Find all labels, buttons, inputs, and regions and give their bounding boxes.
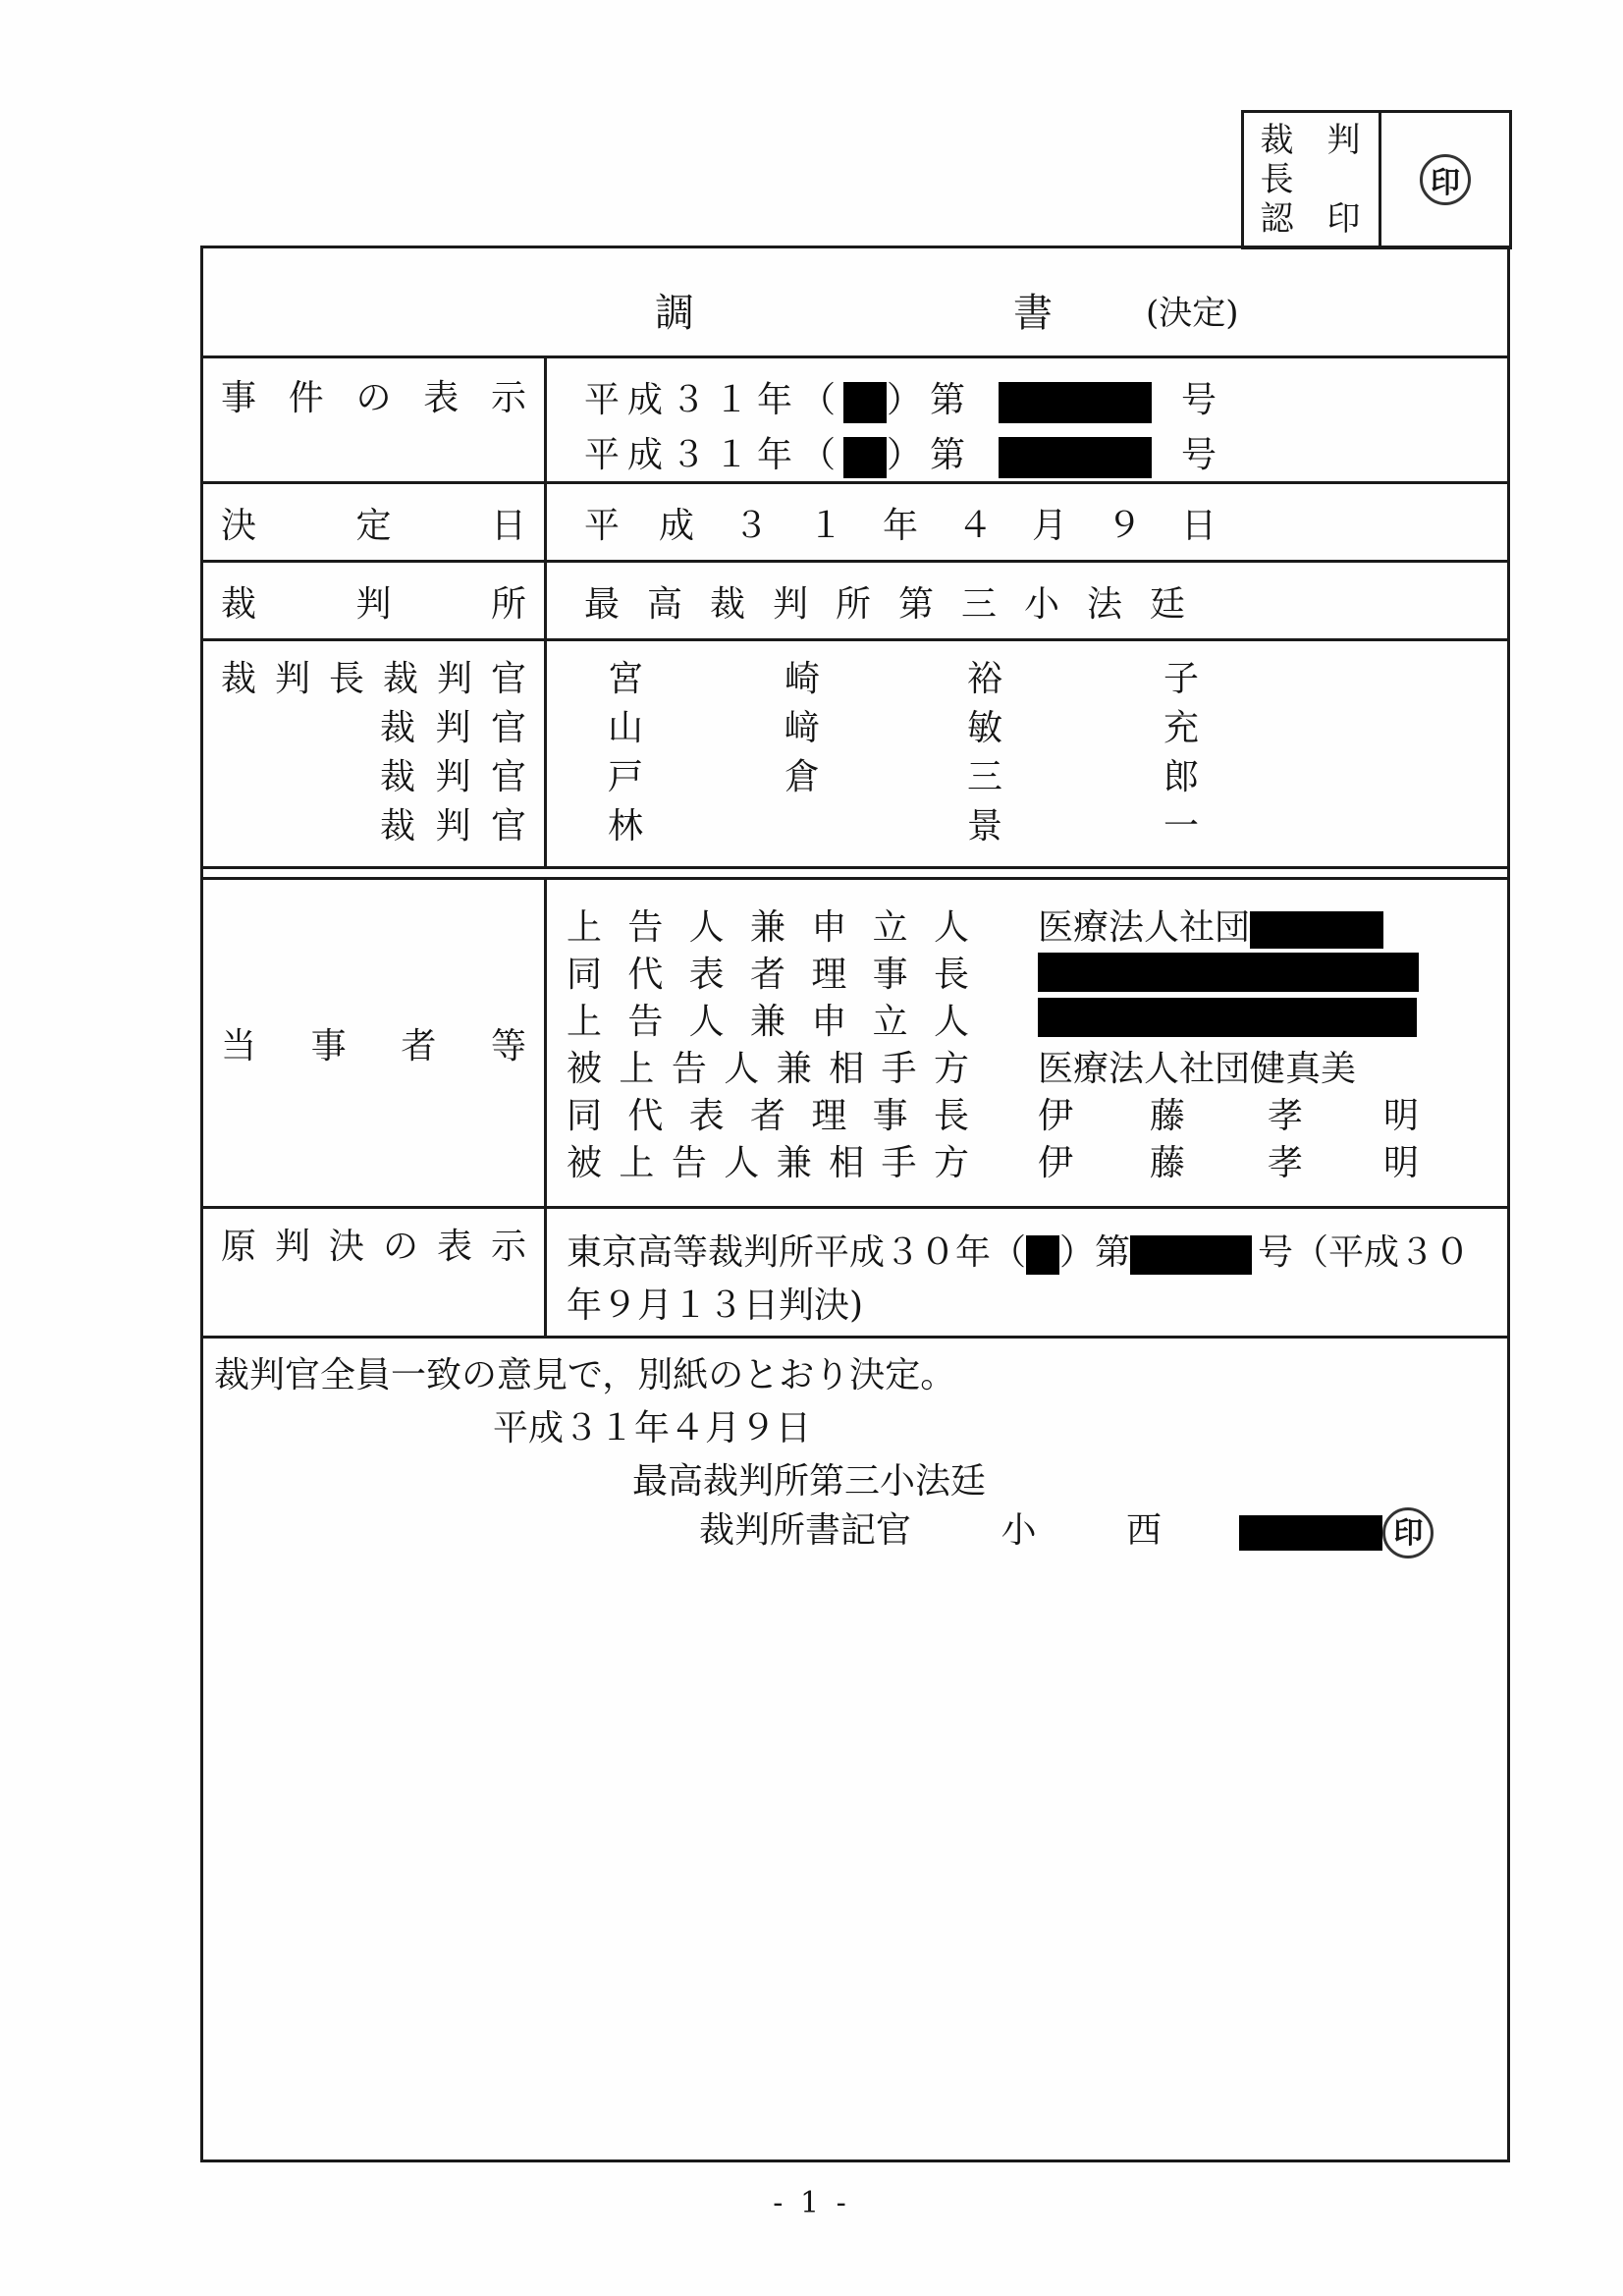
clerk-signature-line xyxy=(699,1503,1434,1558)
judge-name-char: 子 xyxy=(1163,659,1200,699)
judges-label-4: 裁判官 xyxy=(380,806,526,847)
decision-date-row xyxy=(203,484,1507,563)
original-judgment-row xyxy=(203,1209,1507,1339)
case-line2-mid: ）第 xyxy=(887,435,974,475)
clerk-name-1: 小 xyxy=(1001,1510,1037,1551)
seal-icon: 印 xyxy=(1420,154,1471,205)
party-role-3: 上告人兼申立人 xyxy=(567,1002,969,1042)
party-name-char: 藤 xyxy=(1150,1096,1186,1136)
party-name-char: 明 xyxy=(1383,1096,1420,1136)
judges-value-cell xyxy=(547,641,1507,866)
case-line2-prefix: 平成３１年（ xyxy=(584,435,844,475)
party-role-2: 同代表者理事長 xyxy=(567,955,969,995)
original-value-cell xyxy=(547,1209,1507,1336)
original-line1-b: ）第 xyxy=(1059,1232,1131,1273)
case-label: 事件の表示 xyxy=(221,378,526,418)
redaction-box xyxy=(1026,1235,1059,1275)
case-line-2 xyxy=(584,427,1224,478)
judges-label-cell xyxy=(203,641,547,866)
party-name-char: 藤 xyxy=(1150,1143,1186,1183)
party-name-4: 医療法人社団健真美 xyxy=(1038,1049,1357,1089)
party-name-char: 伊 xyxy=(1038,1096,1074,1136)
decision-date-value-cell xyxy=(547,484,1507,560)
party-name-char: 明 xyxy=(1383,1143,1420,1183)
title-sub: (決定) xyxy=(1146,294,1239,333)
judges-row xyxy=(203,641,1507,869)
approval-label-line1: 裁判長 xyxy=(1260,121,1363,199)
party-name-char: 孝 xyxy=(1268,1096,1304,1136)
case-line1-prefix: 平成３１年（ xyxy=(584,380,844,420)
statement-date: 平成３１年４月９日 xyxy=(493,1408,812,1449)
judge-name-char: 敏 xyxy=(967,708,1003,748)
redaction-box xyxy=(843,382,887,423)
title-left: 調 xyxy=(655,291,694,336)
court-label: 裁判所 xyxy=(221,584,526,625)
party-role-4: 被上告人兼相手方 xyxy=(567,1049,969,1089)
record-frame xyxy=(200,246,1510,2162)
judges-label-presiding: 裁判長裁判官 xyxy=(221,659,526,699)
redaction-box xyxy=(1130,1235,1252,1275)
judge-name-char: 三 xyxy=(967,757,1003,797)
approval-label-line2: 認印 xyxy=(1260,199,1363,239)
judge-name-char: 山 xyxy=(608,708,644,748)
original-label: 原判決の表示 xyxy=(221,1227,526,1267)
original-label-cell xyxy=(203,1209,547,1336)
court-value: 最高裁判所第三小法廷 xyxy=(584,584,1214,625)
case-line1-suffix: 号 xyxy=(1181,380,1225,420)
redaction-box xyxy=(1250,911,1383,949)
original-line1-c: 号（平成３０ xyxy=(1258,1232,1471,1273)
approval-label xyxy=(1244,113,1381,246)
case-row xyxy=(203,358,1507,484)
party-role-1: 上告人兼申立人 xyxy=(567,907,969,948)
redaction-box xyxy=(1038,953,1419,992)
case-value-cell xyxy=(547,358,1507,481)
approval-seal-cell xyxy=(1381,113,1509,246)
clerk-name-2: 西 xyxy=(1125,1510,1162,1551)
party-name-char: 伊 xyxy=(1038,1143,1074,1183)
seal-icon: 印 xyxy=(1382,1507,1434,1558)
judge-name-char: 景 xyxy=(967,806,1003,847)
original-line-2: 年９月１３日判決) xyxy=(567,1285,864,1326)
page-number: - 1 - xyxy=(773,2186,850,2220)
original-line1-a: 東京高等裁判所平成３０年（ xyxy=(567,1232,1027,1273)
judge-name-char: 一 xyxy=(1163,806,1200,847)
judge-name-char: 宮 xyxy=(608,659,644,699)
judge-name-char: 裕 xyxy=(967,659,1003,699)
redaction-box xyxy=(1239,1515,1382,1551)
original-line-1 xyxy=(567,1225,1470,1275)
case-label-cell xyxy=(203,358,547,481)
case-line-1 xyxy=(584,372,1224,423)
case-line1-mid: ）第 xyxy=(887,380,974,420)
redaction-box xyxy=(999,382,1152,423)
judges-label-3: 裁判官 xyxy=(380,757,526,797)
parties-value-cell xyxy=(547,880,1507,1206)
judge-name-char: 崎 xyxy=(784,659,821,699)
judge-name-char: 﨑 xyxy=(784,708,821,748)
redaction-box xyxy=(1038,998,1417,1037)
party-role-5: 同代表者理事長 xyxy=(567,1096,969,1136)
judge-name-char: 郎 xyxy=(1163,757,1200,797)
judge-name-char: 林 xyxy=(608,806,644,847)
decision-statement: 裁判官全員一致の意見で，別紙のとおり決定。 xyxy=(214,1355,956,1395)
judge-name-char: 充 xyxy=(1163,708,1200,748)
title-row xyxy=(203,248,1507,358)
party-name-1-text: 医療法人社団 xyxy=(1038,907,1251,948)
clerk-title: 裁判所書記官 xyxy=(699,1510,912,1551)
judge-name-char: 倉 xyxy=(784,757,821,797)
parties-row xyxy=(203,877,1507,1209)
redaction-box xyxy=(843,437,887,478)
court-label-cell xyxy=(203,563,547,638)
judge-name-char: 戸 xyxy=(608,757,644,797)
statement-court: 最高裁判所第三小法廷 xyxy=(632,1461,987,1502)
decision-date-label: 決定日 xyxy=(221,506,526,546)
case-line2-suffix: 号 xyxy=(1181,435,1225,475)
court-value-cell xyxy=(547,563,1507,638)
parties-label: 当事者等 xyxy=(221,1025,526,1066)
judges-label-2: 裁判官 xyxy=(380,708,526,748)
redaction-box xyxy=(999,437,1152,478)
approval-stamp-box xyxy=(1241,110,1512,249)
parties-label-cell xyxy=(203,880,547,1206)
party-name-1 xyxy=(1038,900,1383,950)
decision-date-label-cell xyxy=(203,484,547,560)
party-name-char: 孝 xyxy=(1268,1143,1304,1183)
court-row xyxy=(203,563,1507,641)
party-role-6: 被上告人兼相手方 xyxy=(567,1143,969,1183)
decision-date-value: 平成３１年４月９日 xyxy=(584,506,1257,546)
title-right: 書 xyxy=(1013,291,1053,336)
